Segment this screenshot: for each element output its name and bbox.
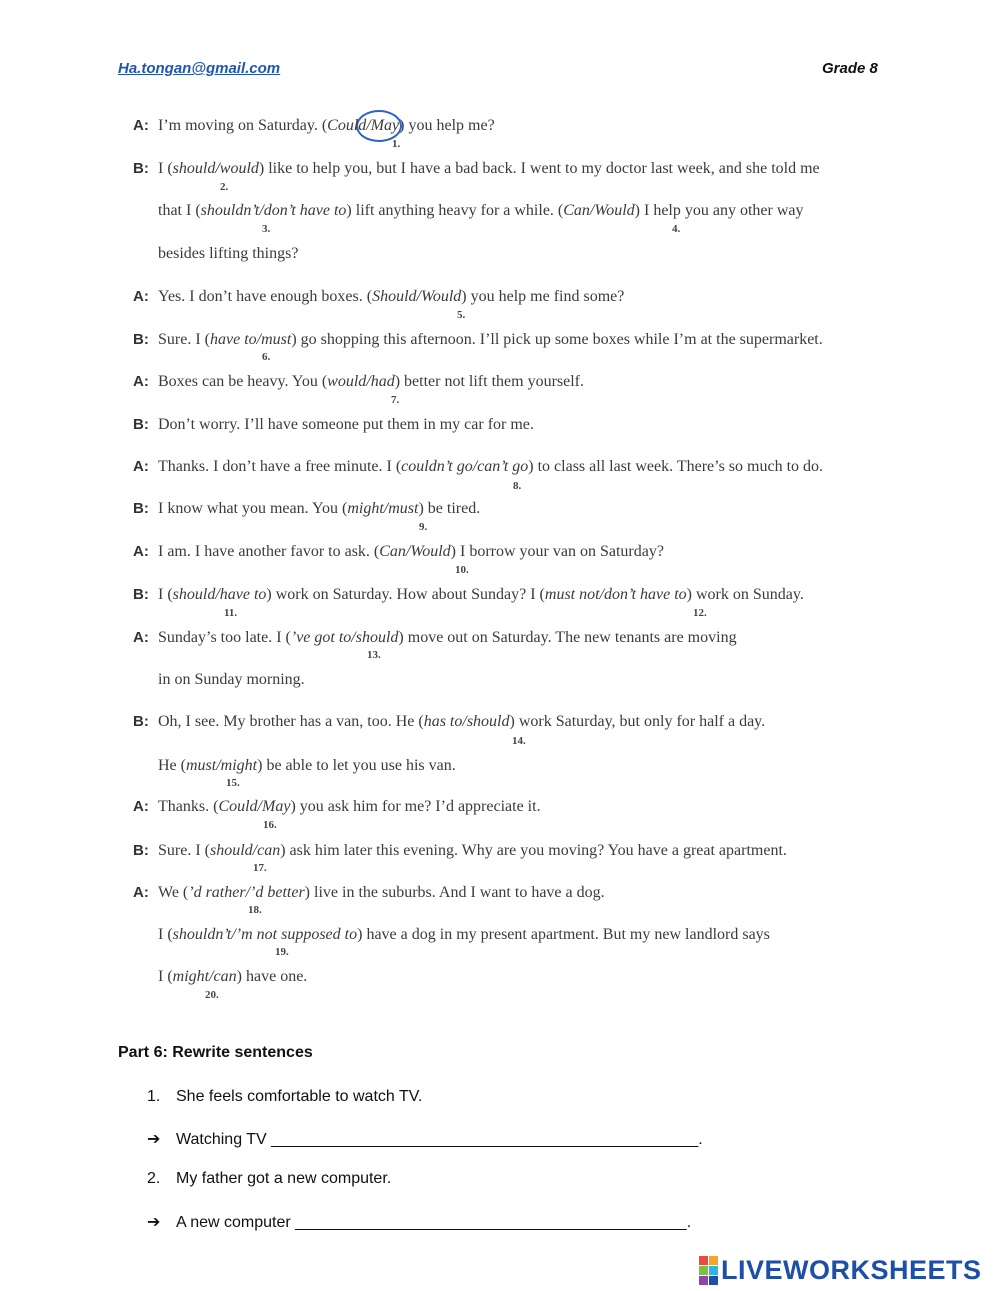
dialogue-line: A: We (’d rather/’d better) live in the suburbs. And I want to have a dog. — [133, 884, 605, 901]
blank-number: 10. — [455, 564, 469, 576]
arrow-icon: ➔ — [147, 1214, 161, 1231]
dialogue-line: that I (shouldn’t/don’t have to) lift anything heavy for a while. (Can/Would) I help you any other way — [158, 202, 804, 219]
dialogue-line: I (might/can) have one. — [158, 968, 308, 985]
logo-blocks-icon — [699, 1256, 718, 1285]
dialogue-line: B: Sure. I (have to/must) go shopping this afternoon. I’ll pick up some boxes while I’m at the supermarket. — [133, 331, 823, 348]
dialogue-line: B: I (should/have to) work on Saturday. How about Sunday? I (must not/don’t have to) work on Sunday. — [133, 586, 804, 603]
choice[interactable]: should/have to — [172, 586, 267, 603]
blank-number: 5. — [457, 309, 466, 321]
blank-number: 13. — [367, 649, 381, 661]
liveworksheets-logo — [699, 1255, 982, 1286]
logo-text: LIVEWORKSHEETS — [721, 1255, 982, 1285]
blank-number: 3. — [262, 223, 271, 235]
dialogue-line: A: Sunday’s too late. I (’ve got to/should) move out on Saturday. The new tenants are moving — [133, 629, 737, 646]
choice[interactable]: must not/don’t have to — [544, 586, 687, 603]
rewrite-answer[interactable]: ➔ A new computer ____________________________________________. — [147, 1214, 692, 1231]
blank-number: 8. — [513, 480, 522, 492]
dialogue-line: in on Sunday morning. — [158, 671, 305, 688]
email-link[interactable]: Ha.tongan@gmail.com — [118, 60, 281, 77]
dialogue-line: A: Boxes can be heavy. You (would/had) better not lift them yourself. — [133, 373, 584, 390]
choice[interactable]: shouldn’t/don’t have to — [200, 202, 347, 219]
blank-number: 17. — [253, 862, 267, 874]
rewrite-item: 2. My father got a new computer. — [147, 1170, 392, 1187]
dialogue-line: B: I (should/would) like to help you, but I have a bad back. I went to my doctor last week, and she told me — [133, 160, 820, 177]
blank-number: 18. — [248, 904, 262, 916]
dialogue-line: He (must/might) be able to let you use his van. — [158, 757, 456, 774]
choice[interactable]: must/might — [185, 757, 258, 774]
choice[interactable]: shouldn’t/’m not supposed to — [172, 926, 358, 943]
blank-number: 9. — [419, 521, 428, 533]
choice[interactable]: couldn’t go/can’t go — [401, 458, 529, 475]
choice[interactable]: Can/Would — [563, 202, 635, 219]
blank-number: 14. — [512, 735, 526, 747]
choice[interactable]: would/had — [327, 373, 395, 390]
choice[interactable]: should/can — [209, 842, 281, 859]
dialogue-line: I (shouldn’t/’m not supposed to) have a dog in my present apartment. But my new landlord says — [158, 926, 770, 943]
dialogue-line: B: Oh, I see. My brother has a van, too. He (has to/should) work Saturday, but only for half a day. — [133, 713, 766, 730]
choice[interactable]: Could/May — [327, 117, 400, 134]
choice[interactable]: Should/Would — [372, 288, 462, 305]
blank-number: 15. — [226, 777, 240, 789]
choice[interactable]: Can/Would — [379, 543, 451, 560]
choice[interactable]: ’d rather/’d better — [188, 884, 305, 901]
choice[interactable]: might/can — [172, 968, 237, 985]
choice[interactable]: has to/should — [423, 713, 510, 730]
choice[interactable]: have to/must — [209, 331, 292, 348]
blank-number: 12. — [693, 607, 707, 619]
grade-label: Grade 8 — [822, 60, 878, 77]
blank-number: 4. — [672, 223, 681, 235]
dialogue-line: B: I know what you mean. You (might/must) be tired. — [133, 500, 481, 517]
rewrite-answer[interactable]: ➔ Watching TV ________________________________________________. — [147, 1131, 703, 1148]
choice[interactable]: Could/May — [218, 798, 291, 815]
dialogue-line: A: Yes. I don’t have enough boxes. (Should/Would) you help me find some? — [133, 288, 625, 305]
blank-number: 11. — [224, 607, 238, 619]
rewrite-item: 1. She feels comfortable to watch TV. — [147, 1088, 423, 1105]
dialogue-line: B: Don’t worry. I’ll have someone put them in my car for me. — [133, 416, 534, 433]
blank-number: 16. — [263, 819, 277, 831]
blank-number: 6. — [262, 351, 271, 363]
choice[interactable]: ’ve got to/should — [290, 629, 399, 646]
dialogue-line: besides lifting things? — [158, 245, 299, 262]
dialogue-line: B: Sure. I (should/can) ask him later this evening. Why are you moving? You have a great apartment. — [133, 842, 787, 859]
blank-number: 2. — [220, 181, 229, 193]
dialogue-line: A: I’m moving on Saturday. (Could/May) you help me? — [133, 117, 495, 134]
dialogue-line: A: Thanks. (Could/May) you ask him for me? I’d appreciate it. — [133, 798, 541, 815]
choice[interactable]: might/must — [347, 500, 419, 517]
blank-number: 20. — [205, 989, 219, 1001]
blank-number: 19. — [275, 946, 289, 958]
choice[interactable]: should/would — [172, 160, 259, 177]
part6-title: Part 6: Rewrite sentences — [118, 1044, 313, 1061]
blank-number: 1. — [392, 138, 401, 150]
blank-number: 7. — [391, 394, 400, 406]
dialogue-line: A: Thanks. I don’t have a free minute. I (couldn’t go/can’t go) to class all last week. There’s so much to do. — [133, 458, 824, 475]
arrow-icon: ➔ — [147, 1131, 161, 1148]
dialogue-line: A: I am. I have another favor to ask. (Can/Would) I borrow your van on Saturday? — [133, 543, 664, 560]
